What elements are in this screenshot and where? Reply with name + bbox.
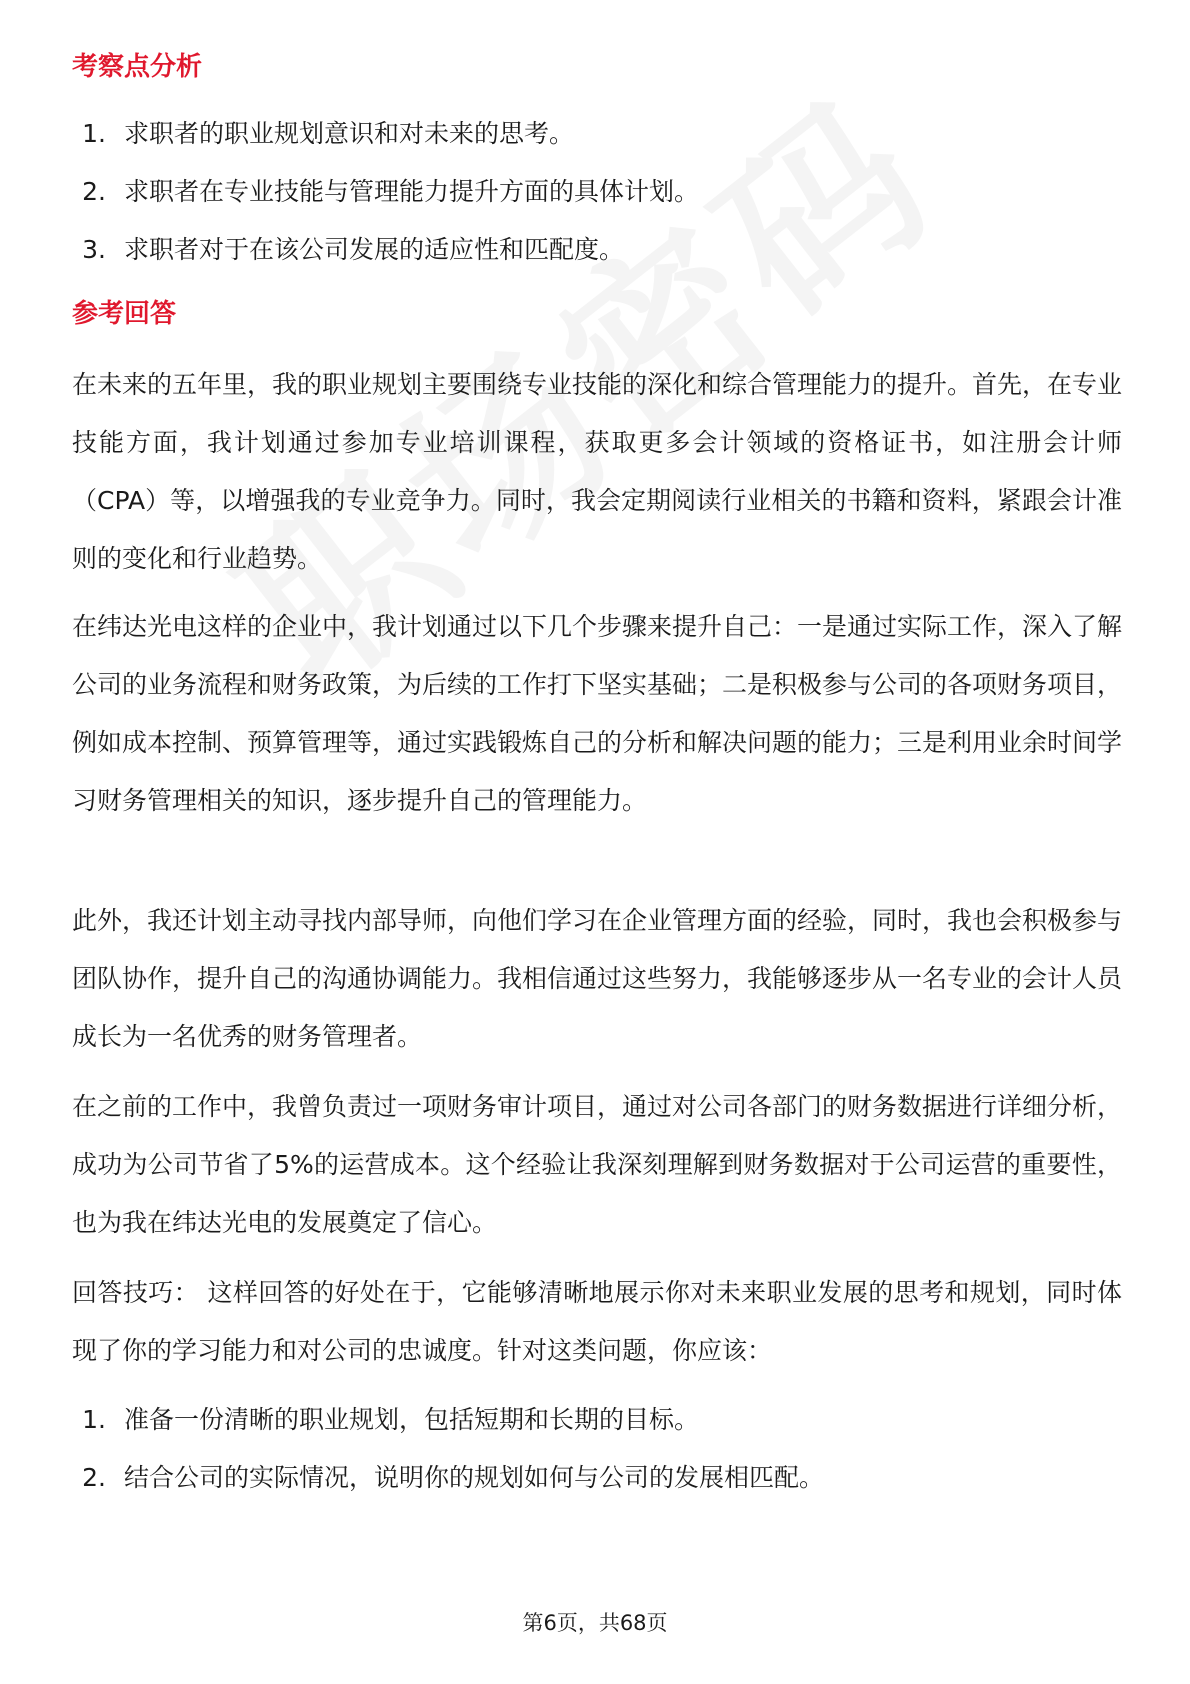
list-number: 3. — [82, 235, 106, 264]
tips-list — [72, 1402, 1122, 1518]
list-number: 1. — [82, 119, 106, 148]
list-text: 求职者对于在该公司发展的适应性和匹配度。 — [124, 235, 625, 264]
list-text: 求职者在专业技能与管理能力提升方面的具体计划。 — [124, 177, 700, 206]
list-text: 结合公司的实际情况，说明你的规划如何与公司的发展相匹配。 — [124, 1463, 825, 1492]
section-title-answer: 参考回答 — [72, 299, 177, 329]
list-text: 准备一份清晰的职业规划，包括短期和长期的目标。 — [124, 1405, 700, 1434]
section-title-analysis: 考察点分析 — [72, 52, 203, 82]
answer-paragraph-3: 此外，我还计划主动寻找内部导师，向他们学习在企业管理方面的经验，同时，我也会积极参与团队协作，提升自己的沟通协调能力。我相信通过这些努力，我能够逐步从一名专业的会计人员成长为一名优秀的财务管理者。 — [72, 906, 1123, 1051]
list-item — [72, 1402, 1122, 1460]
analysis-list — [72, 116, 1122, 290]
page-footer: 第6页，共68页 — [522, 1611, 668, 1635]
list-item — [72, 116, 1122, 174]
list-item — [72, 232, 1122, 290]
answer-paragraph-1: 在未来的五年里，我的职业规划主要围绕专业技能的深化和综合管理能力的提升。首先，在专业技能方面，我计划通过参加专业培训课程，获取更多会计领域的资格证书，如注册会计师（CPA）等，以增强我的专业竞争力。同时，我会定期阅读行业相关的书籍和资料，紧跟会计准则的变化和行业趋势。 — [72, 370, 1123, 573]
list-number: 2. — [82, 1463, 106, 1492]
list-text: 求职者的职业规划意识和对未来的思考。 — [124, 119, 575, 148]
answer-paragraph-2: 在纬达光电这样的企业中，我计划通过以下几个步骤来提升自己：一是通过实际工作，深入了解公司的业务流程和财务政策，为后续的工作打下坚实基础；二是积极参与公司的各项财务项目，例如成本控制、预算管理等，通过实践锻炼自己的分析和解决问题的能力；三是利用业余时间学习财务管理相关的知识，逐步提升自己的管理能力。 — [72, 612, 1123, 815]
list-number: 1. — [82, 1405, 106, 1434]
list-item — [72, 1460, 1122, 1518]
answer-paragraph-4: 在之前的工作中，我曾负责过一项财务审计项目，通过对公司各部门的财务数据进行详细分析，成功为公司节省了5%的运营成本。这个经验让我深刻理解到财务数据对于公司运营的重要性，也为我在纬达光电的发展奠定了信心。 — [72, 1092, 1123, 1237]
list-number: 2. — [82, 177, 106, 206]
answer-tips-paragraph: 回答技巧： 这样回答的好处在于，它能够清晰地展示你对未来职业发展的思考和规划，同时体现了你的学习能力和对公司的忠诚度。针对这类问题，你应该： — [72, 1278, 1122, 1365]
list-item — [72, 174, 1122, 232]
